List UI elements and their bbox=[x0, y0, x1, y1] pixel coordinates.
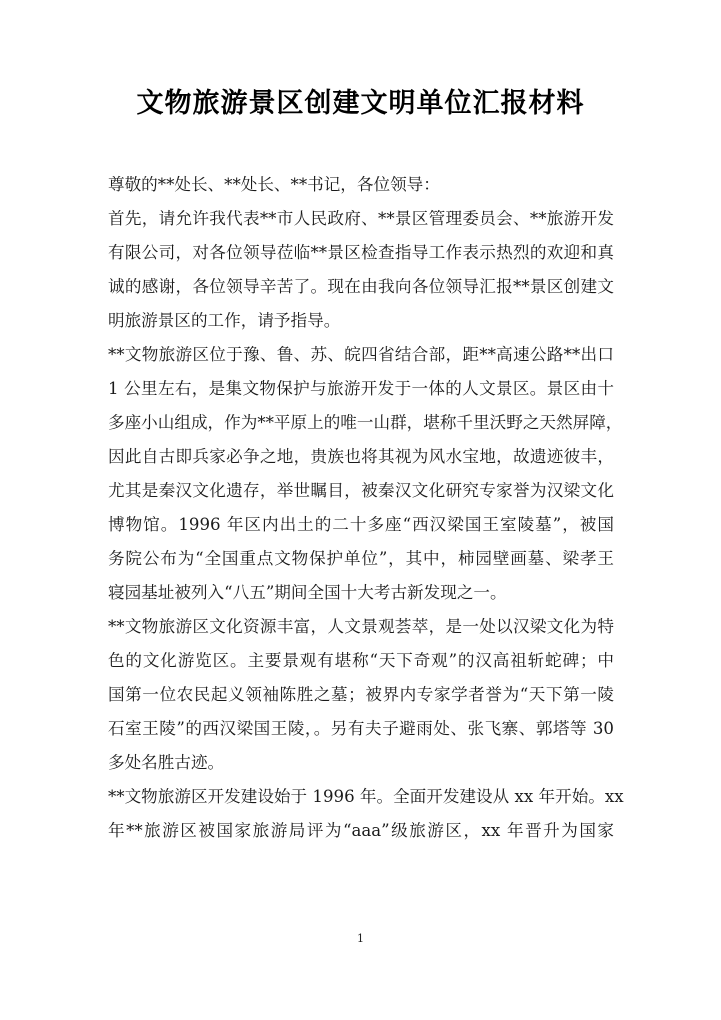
text-line: 多处名胜古迹。 bbox=[108, 753, 225, 772]
text-line: 色的文化游览区。主要景观有堪称“天下奇观”的汉高祖斩蛇碑；中 bbox=[108, 651, 614, 670]
text-line: 多座小山组成，作为**平原上的唯一山群，堪称千里沃野之天然屏障， bbox=[108, 413, 623, 432]
text-line: 年**旅游区被国家旅游局评为“aaa”级旅游区，xx 年晋升为国家 bbox=[108, 821, 614, 840]
text-line: 明旅游景区的工作，请予指导。 bbox=[108, 311, 341, 330]
document-body bbox=[108, 168, 624, 848]
text-line: 有限公司，对各位领导莅临**景区检查指导工作表示热烈的欢迎和真 bbox=[108, 243, 614, 262]
text-line: **文物旅游区文化资源丰富，人文景观荟萃，是一处以汉梁文化为特 bbox=[108, 617, 614, 636]
text-line: 尊敬的**处长、**处长、**书记，各位领导： bbox=[108, 175, 440, 194]
text-line: 1 公里左右，是集文物保护与旅游开发于一体的人文景区。景区由十 bbox=[108, 379, 614, 398]
text-line: **文物旅游区开发建设始于 1996 年。全面开发建设从 xx 年开始。xx bbox=[108, 787, 624, 806]
text-line: 诚的感谢，各位领导辛苦了。现在由我向各位领导汇报**景区创建文 bbox=[108, 277, 614, 296]
text-line: 务院公布为“全国重点文物保护单位”，其中，柿园壁画墓、梁孝王 bbox=[108, 549, 614, 568]
text-line: 博物馆。1996 年区内出土的二十多座“西汉梁国王室陵墓”，被国 bbox=[108, 515, 614, 534]
text-line: **文物旅游区位于豫、鲁、苏、皖四省结合部，距**高速公路**出口 bbox=[108, 345, 614, 364]
text-line: 寝园基址被列入“八五”期间全国十大考古新发现之一。 bbox=[108, 583, 507, 602]
text-line: 石室王陵”的西汉梁国王陵，。另有夫子避雨处、张飞寨、郭塔等 30 bbox=[108, 719, 614, 738]
page-number: 1 bbox=[357, 932, 364, 945]
text-line: 因此自古即兵家必争之地，贵族也将其视为风水宝地，故遗迹彼丰， bbox=[108, 447, 614, 466]
text-line: 尤其是秦汉文化遗存，举世瞩目，被秦汉文化研究专家誉为汉梁文化 bbox=[108, 481, 614, 500]
text-line: 首先，请允许我代表**市人民政府、**景区管理委员会、**旅游开发 bbox=[108, 209, 614, 228]
text-line: 国第一位农民起义领袖陈胜之墓；被界内专家学者誉为“天下第一陵 bbox=[108, 685, 614, 704]
document-title: 文物旅游景区创建文明单位汇报材料 bbox=[136, 88, 585, 119]
